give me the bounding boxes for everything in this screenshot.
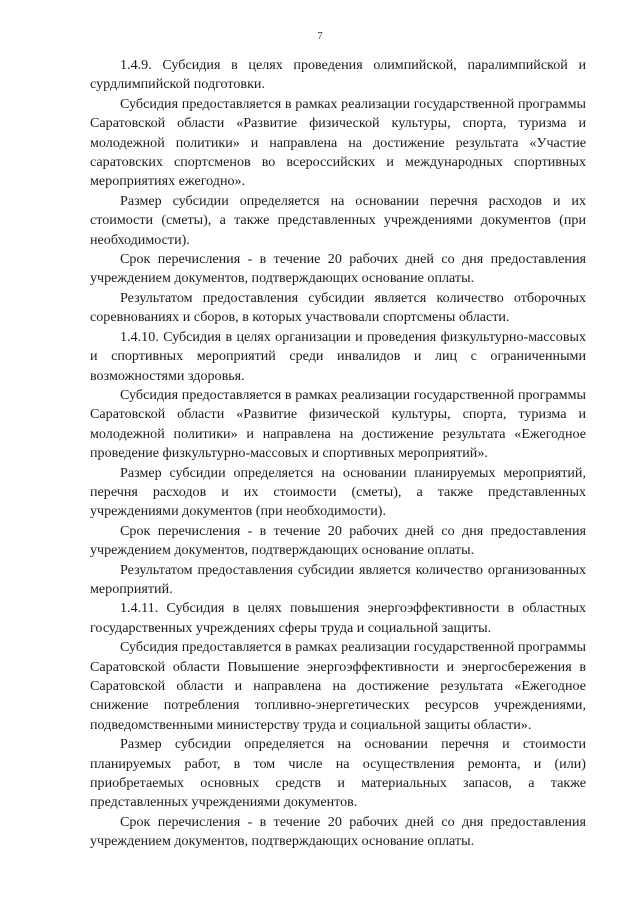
paragraph: Размер субсидии определяется на основании перечня и стоимости планируемых работ, в том числе на осуществления ремонта, и (или) приобретаемых основных средств и материальных запасов, а также представленных учреждениями документов. [90,736,586,811]
paragraph: Субсидия предоставляется в рамках реализации государственной программы Саратовской области Повышение энергоэффективности и энергосбережения в Саратовской области и направлена на достижение результата «Ежегодное снижение потребления топливно-энергетических ресурсов учреждениями, подведомственными министерству труда и социальной защиты области». [90,639,586,733]
paragraph: Срок перечисления - в течение 20 рабочих дней со дня предоставления учреждением документов, подтверждающих основание оплаты. [90,251,586,287]
section-heading-1-4-9: 1.4.9. Субсидия в целях проведения олимпийской, паралимпийской и сурдлимпийской подготовки. [90,57,586,93]
document-body [90,56,586,852]
section-heading-1-4-11: 1.4.11. Субсидия в целях повышения энергоэффективности в областных государственных учреждениях сферы труда и социальной защиты. [90,600,586,636]
paragraph: Размер субсидии определяется на основании перечня расходов и их стоимости (сметы), а также представленных учреждениями документов (при необходимости). [90,192,586,248]
paragraph: Размер субсидии определяется на основании планируемых мероприятий, перечня расходов и их стоимости (сметы), а также представленных учреждениями документов (при необходимости). [90,464,586,520]
paragraph: Результатом предоставления субсидии является количество отборочных соревнованиях и сборов, в которых участвовали спортсмены области. [90,289,586,326]
paragraph: Результатом предоставления субсидии является количество организованных мероприятий. [90,561,586,597]
paragraph: Субсидия предоставляется в рамках реализации государственной программы Саратовской области «Развитие физической культуры, спорта, туризма и молодежной политики» и направлена на достижение результата «Ежегодное проведение физкультурно-массовых и спортивных мероприятий». [90,386,586,462]
paragraph: Срок перечисления - в течение 20 рабочих дней со дня предоставления учреждением документов, подтверждающих основание оплаты. [90,813,586,850]
section-heading-1-4-10: 1.4.10. Субсидия в целях организации и проведения физкультурно-массовых и спортивных мероприятий среди инвалидов и лиц с ограниченными возможностями здоровья. [90,328,586,384]
paragraph: Субсидия предоставляется в рамках реализации государственной программы Саратовской области «Развитие физической культуры, спорта, туризма и молодежной политики» и направлена на достижение результата «Участие саратовских спортсменов во всероссийских и международных спортивных мероприятиях ежегодно». [90,95,586,190]
page-number: 7 [317,30,323,42]
paragraph: Срок перечисления - в течение 20 рабочих дней со дня предоставления учреждением документов, подтверждающих основание оплаты. [90,522,586,559]
